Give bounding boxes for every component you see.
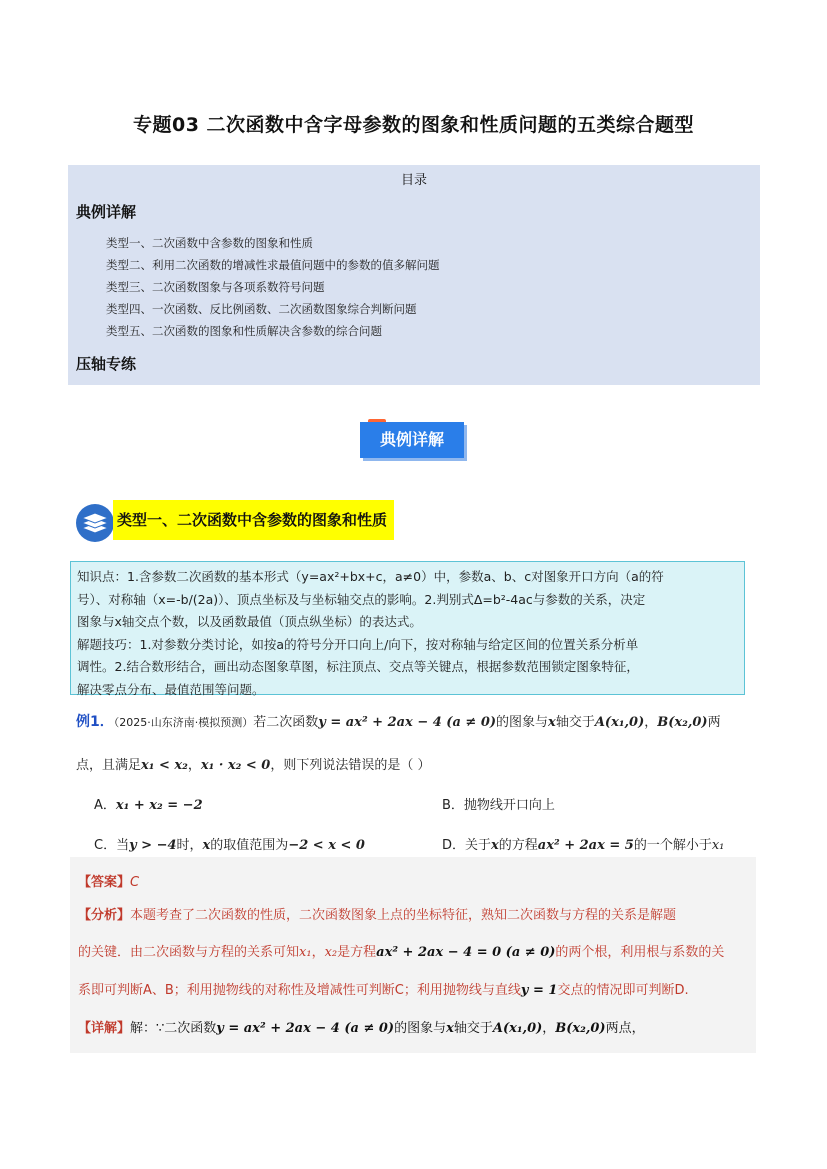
- text: 交点的情况即可判断D.: [557, 983, 689, 998]
- answer-tag: 【答案】: [78, 875, 131, 890]
- text: 的图象与: [496, 715, 549, 730]
- knowledge-line: 解决零点分布、最值范围等问题。: [77, 681, 265, 697]
- answer-block: [70, 857, 756, 1053]
- option-label: A．: [94, 798, 116, 813]
- option-c-condition: y > −4: [129, 838, 177, 853]
- option-d[interactable]: [442, 834, 724, 853]
- text: 点，且满足: [76, 758, 142, 773]
- math-x: x: [548, 715, 556, 730]
- knowledge-line: 号）、对称轴（x=-b/(2a)）、顶点坐标及与坐标轴交点的影响。2.判别式Δ=b²-4ac与参数的关系，决定: [77, 591, 646, 607]
- condition-2: x₁ · x₂ < 0: [200, 758, 271, 773]
- math-x: x: [491, 838, 499, 853]
- answer-value: C: [130, 875, 140, 890]
- math-x1: x₁: [299, 945, 312, 960]
- text: 轴交于: [555, 715, 595, 730]
- point-a: A(x₁,0): [594, 715, 645, 730]
- option-b[interactable]: B．抛物线开口向上: [442, 798, 555, 813]
- toc-item-2[interactable]: 类型二、利用二次函数的增减性求最值问题中的参数的值多解问题: [106, 258, 440, 272]
- knowledge-line: 知识点：1.含参数二次函数的基本形式（y=ax²+bx+c，a≠0）中，参数a、b、c对图象开口方向（a的符: [77, 569, 664, 584]
- text: ，: [187, 758, 201, 773]
- text: 两: [707, 715, 721, 730]
- math-x: x: [202, 838, 211, 853]
- detail-tag: 【详解】: [78, 1021, 131, 1036]
- text: 是方程: [337, 945, 377, 960]
- text: D．关于: [442, 838, 492, 853]
- example-question-line2: [76, 754, 430, 773]
- toc-section-practice[interactable]: 压轴专练: [76, 355, 137, 373]
- toc-item-1[interactable]: 类型一、二次函数中含参数的图象和性质: [106, 236, 313, 250]
- knowledge-line: 调性。2.结合数形结合，画出动态图象草图，标注顶点、交点等关键点，根据参数范围锁定图象特征，: [77, 659, 639, 674]
- text: 轴交于: [453, 1021, 493, 1036]
- text: C．当: [94, 838, 130, 853]
- option-c-range: −2 < x < 0: [288, 838, 365, 853]
- example-question-line1: [76, 711, 721, 731]
- example-label: 例1．: [76, 714, 114, 730]
- equation: ax² + 2ax − 4 = 0 (a ≠ 0): [376, 945, 556, 960]
- condition-1: x₁ < x₂: [141, 758, 188, 773]
- text: 若二次函数: [253, 715, 319, 730]
- analysis-line-3: [78, 979, 689, 998]
- example-source: （2025·山东济南·模拟预测）: [113, 716, 254, 729]
- point-b: B(x₂,0): [657, 715, 708, 730]
- knowledge-line: 图象与x轴交点个数，以及函数最值（顶点纵坐标）的表达式。: [77, 614, 422, 629]
- analysis-line-1: [78, 904, 676, 923]
- analysis-line-2: [78, 941, 724, 960]
- option-c[interactable]: [94, 834, 365, 853]
- toc-item-4[interactable]: 类型四、一次函数、反比例函数、二次函数图象综合判断问题: [106, 302, 417, 316]
- text: 的一个解小于: [633, 838, 712, 853]
- option-a[interactable]: [94, 794, 203, 813]
- text: ，: [311, 945, 325, 960]
- option-d-equation: ax² + 2ax = 5: [537, 838, 634, 853]
- knowledge-line: 解题技巧：1.对参数分类讨论，如按a的符号分开口向上/向下，按对称轴与给定区间的位置关系分析单: [77, 636, 639, 652]
- equation: y = 1: [520, 983, 558, 998]
- text: ，则下列说法错误的是（ ）: [270, 758, 431, 773]
- option-a-formula: x₁ + x₂ = −2: [115, 798, 203, 813]
- toc-item-3[interactable]: 类型三、二次函数图象与各项系数符号问题: [106, 280, 325, 294]
- answer-line: [78, 871, 139, 890]
- text: ，: [644, 715, 658, 730]
- toc-heading: 目录: [400, 173, 427, 188]
- text: ，: [542, 1021, 556, 1036]
- text: 时，: [176, 838, 203, 853]
- math-x1: x₁: [711, 838, 725, 853]
- math-x: x: [446, 1021, 454, 1036]
- toc-item-5[interactable]: 类型五、二次函数的图象和性质解决含参数的综合问题: [106, 324, 382, 338]
- text: 的两个根，利用根与系数的关: [555, 945, 725, 960]
- text: 的取值范围为: [210, 838, 289, 853]
- text: 的方程: [498, 838, 538, 853]
- text: 本题考查了二次函数的性质，二次函数图象上点的坐标特征，熟知二次函数与方程的关系是解题: [130, 908, 677, 923]
- point-b: B(x₂,0): [555, 1021, 606, 1036]
- text: 系即可判断A、B；利用抛物线的对称性及增减性可判断C；利用抛物线与直线: [78, 983, 521, 998]
- detail-line-1: [78, 1017, 645, 1036]
- type-heading: 类型一、二次函数中含参数的图象和性质: [113, 500, 394, 540]
- function-formula: y = ax² + 2ax − 4 (a ≠ 0): [318, 715, 497, 730]
- toc-section-examples[interactable]: 典例详解: [76, 203, 137, 221]
- table-of-contents: [68, 165, 760, 385]
- text: 解：∵二次函数: [130, 1021, 217, 1036]
- text: 的关键．由二次函数与方程的关系可知: [78, 945, 300, 960]
- point-a: A(x₁,0): [492, 1021, 543, 1036]
- text: 两点，: [605, 1021, 645, 1036]
- equation: y = ax² + 2ax − 4 (a ≠ 0): [216, 1021, 395, 1036]
- analysis-tag: 【分析】: [78, 908, 131, 923]
- knowledge-box: [70, 561, 745, 695]
- page-title: 专题03 二次函数中含字母参数的图象和性质问题的五类综合题型: [132, 114, 695, 136]
- text: 的图象与: [394, 1021, 447, 1036]
- section-badge-label: 典例详解: [360, 422, 464, 458]
- section-badge: [360, 422, 468, 462]
- math-x2: x₂: [324, 945, 338, 960]
